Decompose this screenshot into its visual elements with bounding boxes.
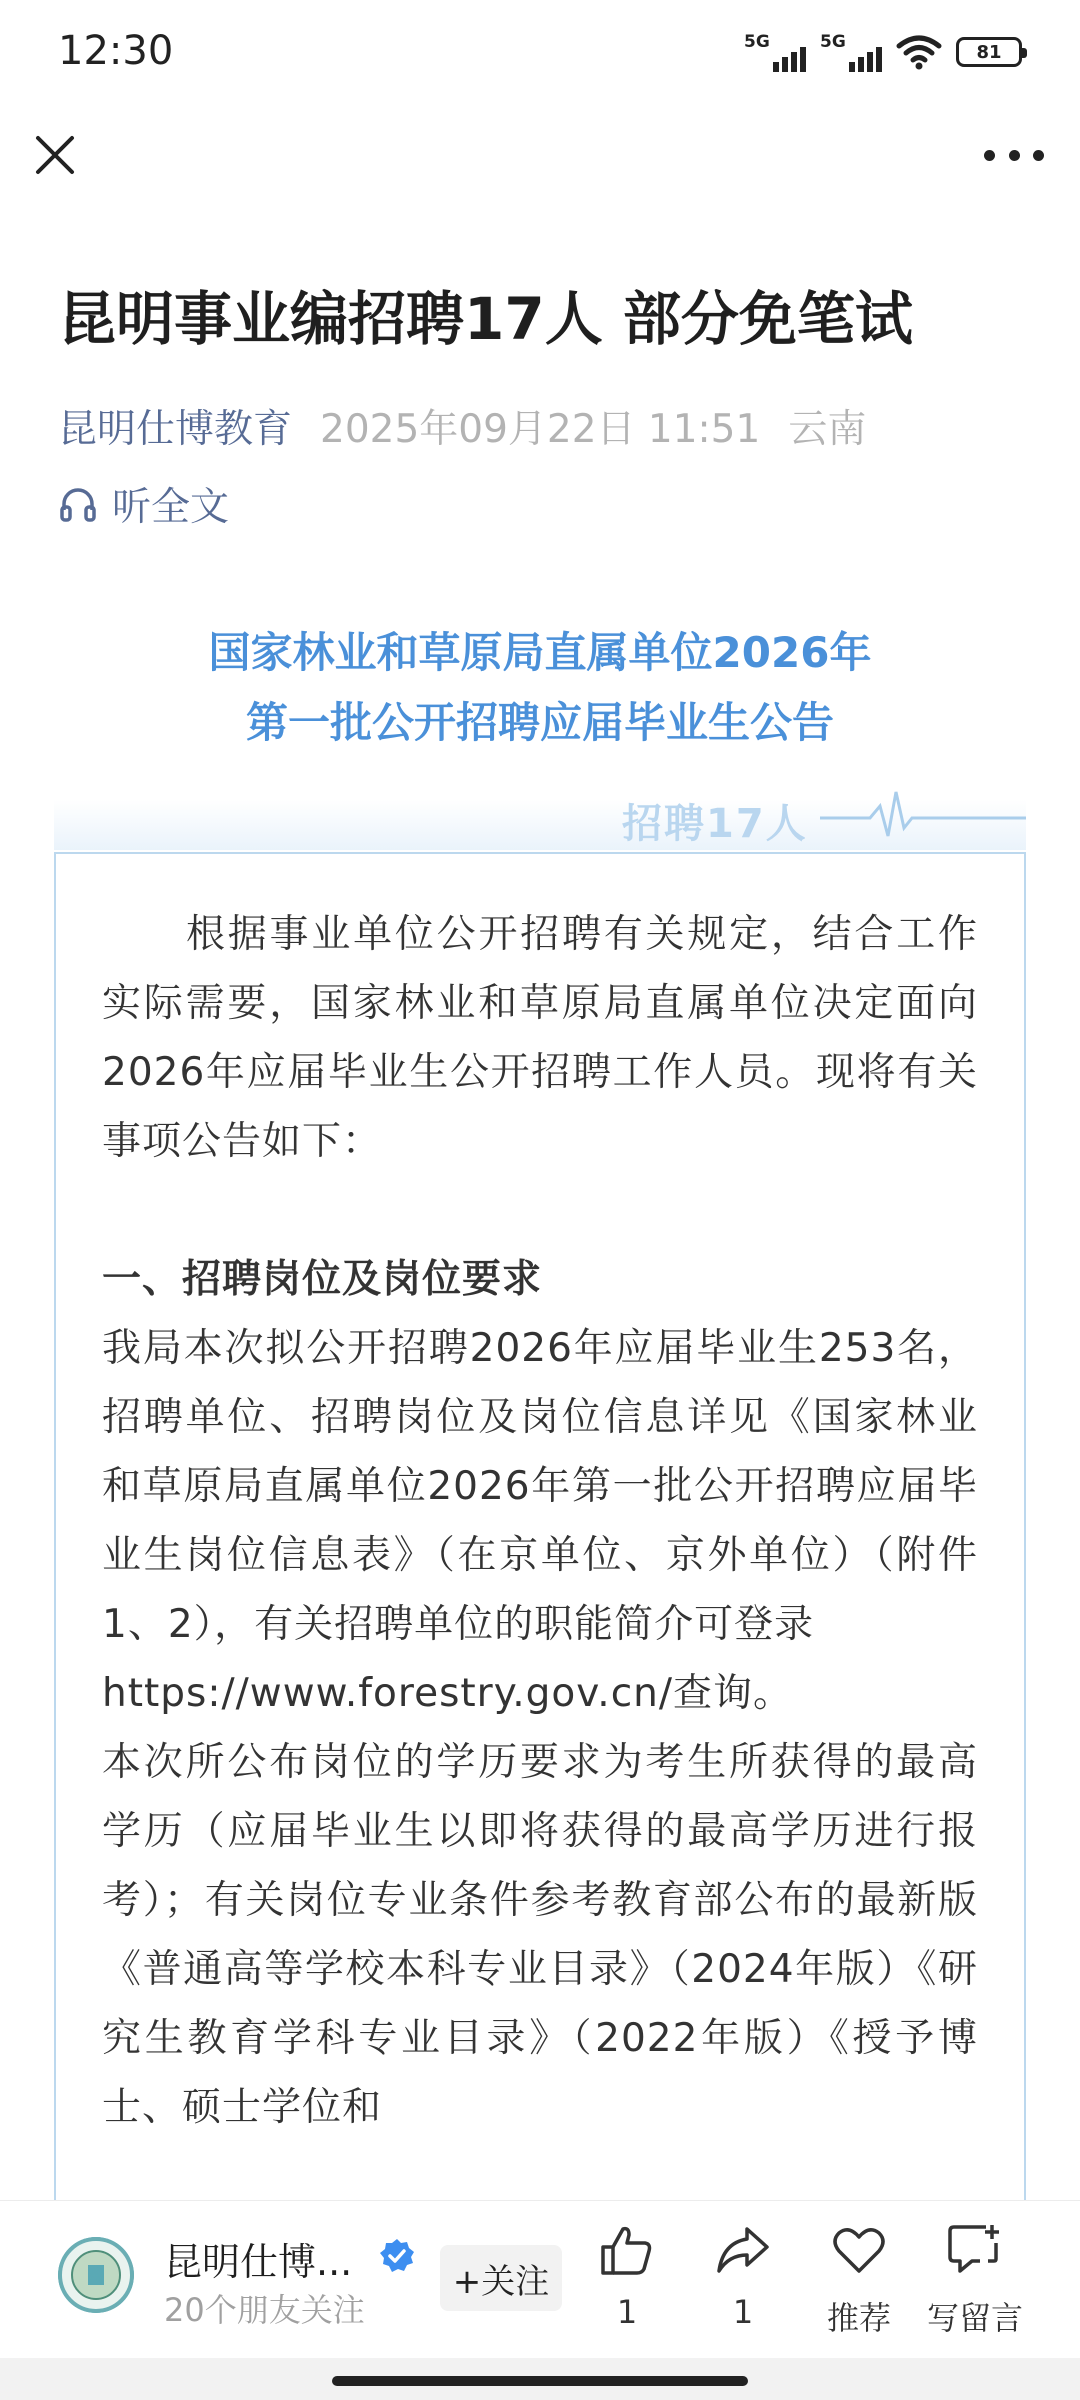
write-comment-label: 写留言 <box>926 2299 1023 2337</box>
forestry-website-link[interactable]: https://www.forestry.gov.cn/查询。 <box>102 1671 793 1716</box>
recommend-button[interactable] <box>804 2223 914 2343</box>
write-comment-button[interactable] <box>920 2223 1030 2343</box>
announcement-title <box>0 618 1080 758</box>
share-button[interactable] <box>688 2223 798 2343</box>
battery-icon <box>956 37 1022 67</box>
bottom-toolbar <box>0 2200 1080 2358</box>
status-time: 12:30 <box>58 28 174 74</box>
listen-label: 听全文 <box>112 485 230 530</box>
status-icons <box>744 30 1022 74</box>
network-type-label-2: 5G <box>820 32 846 52</box>
thumbs-up-icon <box>599 2223 655 2277</box>
article-title: 昆明事业编招聘17人 部分免笔试 <box>58 285 913 353</box>
more-dot-icon <box>1033 150 1044 161</box>
pulse-line-icon <box>820 788 1026 848</box>
like-count: 1 <box>616 2293 638 2331</box>
close-icon <box>30 130 80 180</box>
publish-location: 云南 <box>788 407 867 452</box>
cellular-signal-icon <box>744 32 806 72</box>
banner-label: 招聘17人 <box>622 801 808 847</box>
paragraph: 根据事业单位公开招聘有关规定，结合工作实际需要，国家林业和草原局直属单位决定面向2026年应届毕业生公开招聘工作人员。现将有关事项公告如下： <box>102 912 978 1164</box>
more-options-button[interactable] <box>984 140 1044 170</box>
share-arrow-icon <box>715 2223 771 2277</box>
heart-icon <box>831 2223 887 2277</box>
home-indicator[interactable] <box>332 2376 748 2386</box>
listen-full-text-button[interactable] <box>58 478 229 530</box>
announcement-title-line1: 国家林业和草原局直属单位2026年 <box>208 628 872 677</box>
more-dot-icon <box>984 150 995 161</box>
paragraph: 本次所公布岗位的学历要求为考生所获得的最高学历（应届毕业生以即将获得的最高学历进行报考）；有关岗位专业条件参考教育部公布的最新版《普通高等学校本科专业目录》（2024年版）《研究生教育学科专业目录》（2022年版）《授予博士、硕士学位和 <box>102 1740 978 2130</box>
like-button[interactable] <box>572 2223 682 2343</box>
announcement-title-line2: 第一批公开招聘应届毕业生公告 <box>245 698 834 747</box>
article-body <box>102 900 978 2142</box>
wifi-icon <box>896 34 942 70</box>
network-type-label: 5G <box>744 32 770 52</box>
battery-level: 81 <box>976 41 1002 63</box>
publish-date: 2025年09月22日 11:51 <box>320 407 761 452</box>
account-logo-icon <box>58 2237 134 2313</box>
share-count: 1 <box>732 2293 754 2331</box>
headphones-icon <box>58 484 98 524</box>
account-name[interactable]: 昆明仕博... <box>164 2240 353 2284</box>
verified-badge-icon <box>378 2237 416 2275</box>
article-meta <box>58 398 866 454</box>
comment-add-icon <box>946 2223 1004 2277</box>
paragraph-spacer <box>102 1176 978 1245</box>
follow-button[interactable]: +关注 <box>440 2245 562 2311</box>
cellular-signal-icon-2 <box>820 32 882 72</box>
section-heading: 一、招聘岗位及岗位要求 <box>102 1257 543 1302</box>
paragraph: 我局本次拟公开招聘2026年应届毕业生253名，招聘单位、招聘岗位及岗位信息详见《国家林业和草原局直属单位2026年第一批公开招聘应届毕业生岗位信息表》（在京单位、京外单位）（附件1、2），有关招聘单位的职能简介可登录 <box>102 1326 978 1647</box>
close-button[interactable] <box>30 130 80 180</box>
status-bar <box>0 0 1080 110</box>
author-link[interactable]: 昆明仕博教育 <box>58 407 293 452</box>
friends-follow-count: 20个朋友关注 <box>164 2291 365 2329</box>
more-dot-icon <box>1009 150 1020 161</box>
account-avatar[interactable] <box>58 2237 134 2313</box>
recommend-label: 推荐 <box>826 2299 891 2337</box>
